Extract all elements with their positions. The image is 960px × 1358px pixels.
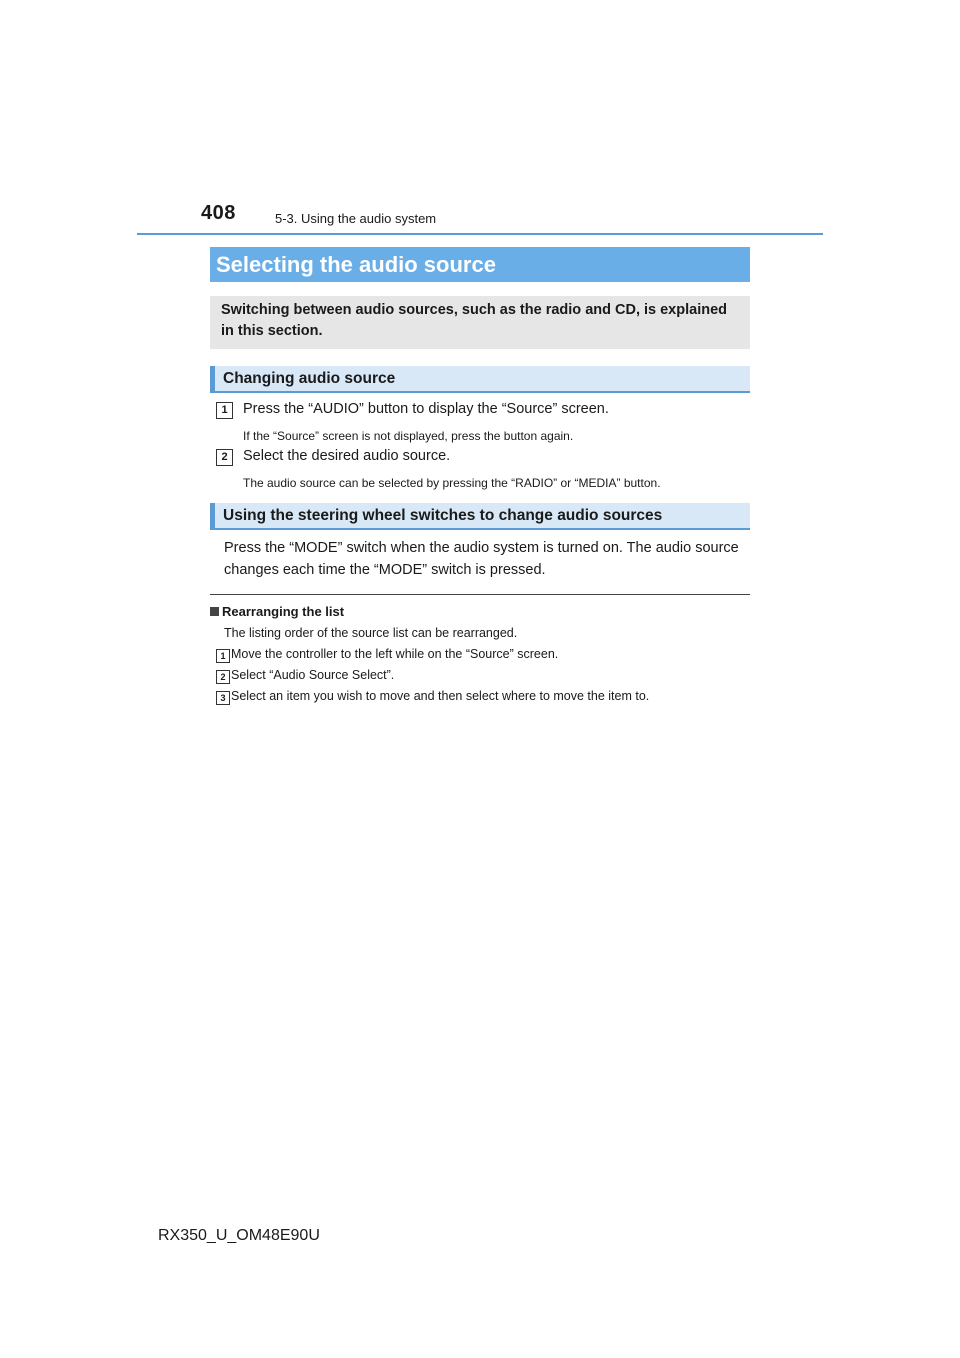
step-text-2: Select the desired audio source. xyxy=(243,448,451,464)
sub-step-number-2: 2 xyxy=(216,670,230,684)
square-bullet-icon xyxy=(210,607,219,616)
chapter-title: 5-3. Using the audio system xyxy=(275,211,437,226)
header-rule xyxy=(137,233,823,235)
step-note-1: If the “Source” screen is not displayed, press the button again. xyxy=(243,429,574,443)
footer-code: RX350_U_OM48E90U xyxy=(158,1227,320,1244)
section-paragraph: Press the “MODE” switch when the audio system is turned on. The audio source changes each time the “MODE” switch is pressed. xyxy=(224,540,739,578)
step-number-1: 1 xyxy=(216,402,233,419)
section-heading-steering-wheel-switches: Using the steering wheel switches to change audio sources xyxy=(210,503,750,530)
page-title: Selecting the audio source xyxy=(210,247,750,282)
intro-box: Switching between audio sources, such as the radio and CD, is explained in this section. xyxy=(210,296,750,349)
subsection-intro: The listing order of the source list can be rearranged. xyxy=(224,626,518,640)
subsection-heading-text: Rearranging the list xyxy=(222,604,345,619)
section-heading-changing-audio-source: Changing audio source xyxy=(210,366,750,393)
page-number: 408 xyxy=(201,202,236,224)
divider xyxy=(210,594,750,595)
sub-step-number-1: 1 xyxy=(216,649,230,663)
step-text-1: Press the “AUDIO” button to display the “Source” screen. xyxy=(243,401,609,417)
sub-step-text-1: Move the controller to the left while on the “Source” screen. xyxy=(231,647,559,661)
sub-step-text-2: Select “Audio Source Select”. xyxy=(231,668,395,682)
sub-step-text-3: Select an item you wish to move and then select where to move the item to. xyxy=(231,689,650,703)
step-number-2: 2 xyxy=(216,449,233,466)
step-note-2: The audio source can be selected by pressing the “RADIO” or “MEDIA” button. xyxy=(243,476,661,490)
subsection-heading xyxy=(210,604,344,619)
sub-step-number-3: 3 xyxy=(216,691,230,705)
